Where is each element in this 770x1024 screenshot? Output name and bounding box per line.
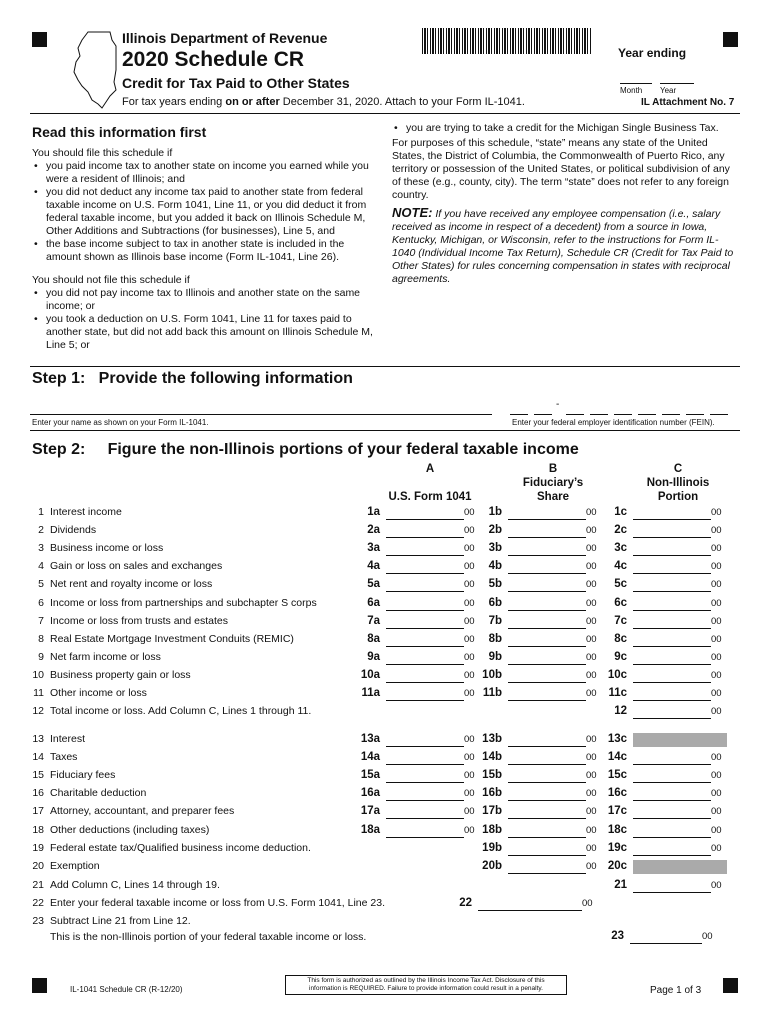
fein-label: Enter your federal employer identification number (FEIN). (512, 418, 715, 427)
column-b-amount-input[interactable] (508, 543, 586, 556)
info-right-column (392, 122, 737, 286)
cents-label: 00 (711, 880, 722, 891)
cents-label: 00 (711, 561, 722, 573)
column-c-amount-input[interactable] (633, 579, 711, 592)
line-number: 19 (32, 841, 44, 854)
column-a-line-number: 11a (361, 687, 380, 699)
cents-label: 00 (711, 525, 722, 537)
cents-label: 00 (586, 633, 597, 645)
cents-label: 00 (464, 543, 475, 555)
line-label: Interest income (50, 506, 122, 518)
column-a-line-number: 5a (367, 578, 380, 591)
table-row (0, 667, 770, 685)
column-b-amount-input[interactable] (508, 525, 586, 538)
year-ending-label: Year ending (618, 46, 687, 60)
column-a-line-number: 6a (367, 596, 380, 609)
line-number: 21 (32, 879, 44, 891)
cents-label: 00 (586, 579, 597, 591)
column-b-line-number: 3b (488, 542, 502, 555)
column-a-amount-input[interactable] (386, 579, 464, 592)
cents-label: 00 (711, 597, 722, 609)
line-label: Income or loss from trusts and estates (50, 614, 228, 627)
line22-amount-input[interactable] (478, 898, 582, 911)
cents-label: 00 (586, 688, 597, 699)
name-label: Enter your name as shown on your Form IL-1041. (32, 418, 209, 427)
column-a-amount-input[interactable] (386, 688, 464, 701)
not-file-item: • you are trying to take a credit for the Michigan Single Business Tax. (392, 122, 737, 135)
table-row (0, 540, 770, 558)
table-row (0, 522, 770, 540)
should-not-file-heading: You should not file this schedule if (32, 274, 190, 286)
line-label: Add Column C, Lines 14 through 19. (50, 879, 220, 891)
line-label: Income or loss from partnerships and subchapter S corps (50, 596, 317, 609)
cents-label: 00 (464, 806, 475, 818)
line-label: Total income or loss. Add Column C, Lines 1 through 11. (50, 705, 312, 717)
column-c-amount-input[interactable] (633, 543, 711, 556)
column-b-line-number: 16b (482, 787, 502, 800)
cents-label: 00 (464, 507, 475, 518)
cents-label: 00 (464, 734, 475, 745)
column-b-amount-input[interactable] (508, 598, 586, 611)
column-c-line-number: 8c (614, 632, 627, 645)
cents-label: 00 (586, 770, 597, 782)
column-c-amount-input[interactable] (633, 598, 711, 611)
column-c-amount-input[interactable] (633, 634, 711, 647)
column-a-line-number: 16a (360, 787, 380, 800)
step2-title: Step 2: Figure the non-Illinois portions of your federal taxable income (32, 441, 579, 458)
cents-label: 00 (702, 931, 713, 942)
should-file-heading: You should file this schedule if (32, 147, 173, 159)
column-c-line-number: 21 (614, 879, 627, 891)
page-number: Page 1 of 3 (650, 985, 702, 996)
table-row (0, 685, 770, 703)
table-row (0, 558, 770, 576)
line-label: Exemption (50, 859, 100, 872)
table-row (0, 631, 770, 649)
cents-label: 00 (464, 788, 475, 800)
info-heading: Read this information first (32, 124, 207, 140)
disclosure-box: This form is authorized as outlined by the Illinois Income Tax Act. Disclosure of this information is REQUIRED. Failure to provide information could result in a penalty. (285, 975, 567, 995)
cents-label: 00 (711, 651, 722, 663)
cents-label: 00 (586, 734, 597, 745)
illinois-map-icon (70, 30, 122, 110)
line-label: Gain or loss on sales and exchanges (50, 560, 223, 573)
cents-label: 00 (464, 633, 475, 645)
cents-label: 00 (464, 669, 475, 681)
table-row (0, 840, 770, 858)
line-label: Subtract Line 21 from Line 12. (50, 915, 191, 927)
schedule-title: 2020 Schedule CR (122, 48, 305, 71)
line-label: Attorney, accountant, and preparer fees (50, 805, 235, 818)
line-number: 22 (32, 897, 44, 909)
table-row (0, 649, 770, 667)
column-a-line-number: 8a (367, 632, 380, 645)
column-b-amount-input[interactable] (508, 634, 586, 647)
column-b-line-number: 15b (482, 769, 502, 782)
column-b-amount-input[interactable] (508, 861, 586, 874)
column-a-amount-input[interactable] (386, 752, 464, 765)
column-c-line-number: 23 (611, 930, 624, 942)
column-a-amount-input[interactable] (386, 543, 464, 556)
cents-label: 00 (711, 752, 722, 764)
cents-label: 00 (711, 669, 722, 681)
column-c-line-number: 17c (607, 805, 627, 818)
note-paragraph (392, 206, 737, 286)
column-a-amount-input[interactable] (386, 652, 464, 665)
table-row (0, 749, 770, 767)
file-item: • you did not deduct any income tax paid to another state from federal taxable income on U.S. Form 1041, Line 11, or you did deduct it from federal taxable income, but you added it back on Illinois Schedule M, Other Additions and Subtractions (for businesses), Line 5, and (32, 186, 380, 238)
line-number: 12 (32, 705, 44, 717)
column-c-line-number: 13c (607, 733, 627, 745)
line-number: 2 (38, 524, 44, 537)
table-row (0, 822, 770, 840)
column-b-amount-input[interactable] (508, 670, 586, 683)
column-c-amount-input[interactable] (633, 507, 711, 520)
column-a-amount-input[interactable] (386, 670, 464, 683)
header-divider (30, 113, 740, 114)
cents-label: 00 (711, 824, 722, 836)
state-definition: For purposes of this schedule, “state” means any state of the United States, the District of Columbia, the Commonwealth of Puerto Rico, any territory or possession of the United States, or political subdivision of any of these (e.g., county, city). The term “state” does not refer to any foreign country. (392, 137, 730, 201)
line-label: Taxes (50, 751, 78, 764)
column-a-line-number: 1a (367, 506, 380, 518)
column-a-line-number: 15a (360, 769, 380, 782)
line-number: 23 (32, 915, 44, 927)
column-c-line-number: 7c (614, 614, 627, 627)
cents-label: 00 (711, 688, 722, 699)
column-c-line-number: 12 (614, 705, 627, 717)
column-c-line-number: 9c (614, 650, 627, 663)
column-c-amount-input[interactable] (633, 806, 711, 819)
line22-line-number: 22 (459, 897, 472, 909)
step1-title: Step 1: Provide the following information (32, 370, 353, 387)
column-a-amount-input[interactable] (386, 788, 464, 801)
column-a-amount-input[interactable] (386, 598, 464, 611)
column-b-amount-input[interactable] (508, 579, 586, 592)
column-b-amount-input[interactable] (508, 652, 586, 665)
line-label: Charitable deduction (50, 787, 147, 800)
cents-label: 00 (586, 507, 597, 518)
step1-divider (30, 366, 740, 367)
column-c-amount-input[interactable] (633, 788, 711, 801)
table-row (0, 731, 770, 749)
cents-label: 00 (711, 633, 722, 645)
corner-mark-br (723, 978, 738, 993)
column-c-line-number: 18c (607, 823, 627, 836)
line-number: 6 (38, 596, 44, 609)
cents-label: 00 (464, 615, 475, 627)
column-c-line-number: 14c (607, 751, 627, 764)
column-b-amount-input[interactable] (508, 616, 586, 629)
cents-label: 00 (464, 561, 475, 573)
column-b-line-number: 11b (482, 687, 502, 699)
table-row (0, 767, 770, 785)
column-c-amount-input[interactable] (630, 931, 702, 944)
line-number: 9 (38, 650, 44, 663)
column-a-line-number: 13a (360, 733, 380, 745)
column-b-line-number: 9b (488, 650, 502, 663)
line-label: Other deductions (including taxes) (50, 823, 210, 836)
barcode (422, 28, 592, 54)
column-a-line-number: 18a (360, 823, 380, 836)
line-label: Fiduciary fees (50, 769, 116, 782)
column-b-line-number: 18b (482, 823, 502, 836)
column-b-line-number: 7b (488, 614, 502, 627)
column-c-amount-input[interactable] (633, 770, 711, 783)
column-c-shaded-cell (633, 860, 727, 874)
column-c-line-number: 5c (614, 578, 627, 591)
line-number: 14 (32, 751, 44, 764)
column-b-amount-input[interactable] (508, 788, 586, 801)
column-c-line-number: 6c (614, 596, 627, 609)
column-b-line-number: 10b (482, 668, 502, 681)
cents-label: 00 (464, 579, 475, 591)
column-c-amount-input[interactable] (633, 825, 711, 838)
column-c-header: C Non-Illinois Portion (646, 463, 710, 503)
cents-label: 00 (586, 752, 597, 764)
column-c-line-number: 16c (607, 787, 627, 800)
column-c-amount-input[interactable] (633, 688, 711, 701)
cents-label: 00 (582, 898, 593, 909)
cents-label: 00 (711, 770, 722, 782)
cents-label: 00 (464, 651, 475, 663)
year-label: Year (660, 86, 677, 95)
year-field[interactable] (660, 70, 694, 84)
column-c-amount-input[interactable] (633, 880, 711, 893)
cents-label: 00 (586, 651, 597, 663)
corner-mark-bl (32, 978, 47, 993)
line-label: Business income or loss (50, 542, 164, 555)
column-a-header: A U.S. Form 1041 (388, 463, 472, 503)
not-file-item: • you did not pay income tax to Illinois and another state on the same income; or (32, 287, 380, 313)
line-label: Federal estate tax/Qualified business income deduction. (50, 841, 311, 854)
cents-label: 00 (464, 824, 475, 836)
cents-label: 00 (711, 788, 722, 800)
info-left-column (32, 147, 380, 352)
column-b-header: B Fiduciary’s Share (522, 463, 584, 503)
cents-label: 00 (586, 860, 597, 872)
cents-label: 00 (711, 579, 722, 591)
column-b-line-number: 2b (488, 524, 502, 537)
cents-label: 00 (711, 842, 722, 854)
column-c-amount-input[interactable] (633, 561, 711, 574)
column-a-amount-input[interactable] (386, 525, 464, 538)
cents-label: 00 (464, 597, 475, 609)
form-id: IL-1041 Schedule CR (R-12/20) (70, 985, 183, 994)
column-b-amount-input[interactable] (508, 843, 586, 856)
column-c-line-number: 15c (607, 769, 627, 782)
column-a-amount-input[interactable] (386, 561, 464, 574)
fein-input[interactable]: - (510, 399, 736, 415)
column-c-line-number: 11c (608, 687, 627, 699)
cents-label: 00 (586, 669, 597, 681)
column-a-line-number: 7a (367, 614, 380, 627)
month-label: Month (620, 86, 643, 95)
line-label: Net rent and royalty income or loss (50, 578, 213, 591)
month-field[interactable] (620, 70, 652, 84)
schedule-subtitle: Credit for Tax Paid to Other States (122, 75, 350, 91)
column-c-line-number: 3c (614, 542, 627, 555)
line-number: 5 (38, 578, 44, 591)
cents-label: 00 (586, 597, 597, 609)
column-b-amount-input[interactable] (508, 752, 586, 765)
column-a-amount-input[interactable] (386, 616, 464, 629)
column-a-line-number: 3a (367, 542, 380, 555)
column-b-line-number: 4b (488, 560, 502, 573)
column-c-amount-input[interactable] (633, 752, 711, 765)
cents-label: 00 (464, 525, 475, 537)
line-label: Dividends (50, 524, 97, 537)
column-b-amount-input[interactable] (508, 507, 586, 520)
step2-divider (30, 430, 740, 431)
line-number: 3 (38, 542, 44, 555)
line-number: 7 (38, 614, 44, 627)
table-row (0, 858, 770, 876)
table-row (0, 913, 770, 943)
column-c-line-number: 20c (607, 859, 627, 872)
note-text: If you have received any employee compensation (i.e., salary received as income in respect of a decedent) from a source in Iowa, Kentucky, Michigan, or Wisconsin, refer to the instructions for Form IL-1040 (Individual Income Tax Return), Schedule CR (Credit for Tax Paid to Other States) for rules concerning compensation in states with reciprocal agreements. (392, 208, 734, 285)
column-c-amount-input[interactable] (633, 616, 711, 629)
column-c-amount-input[interactable] (633, 706, 711, 719)
column-b-amount-input[interactable] (508, 825, 586, 838)
column-a-amount-input[interactable] (386, 770, 464, 783)
line-number: 10 (32, 668, 44, 681)
cents-label: 00 (711, 706, 722, 717)
column-a-line-number: 9a (367, 650, 380, 663)
table-row (0, 576, 770, 594)
cents-label: 00 (711, 615, 722, 627)
column-a-amount-input[interactable] (386, 806, 464, 819)
cents-label: 00 (464, 752, 475, 764)
table-row (0, 613, 770, 631)
line-label: Real Estate Mortgage Investment Conduits (REMIC) (50, 632, 294, 645)
column-b-line-number: 5b (488, 578, 502, 591)
line-label: This is the non-Illinois portion of your federal taxable income or loss. (50, 931, 367, 943)
column-c-amount-input[interactable] (633, 525, 711, 538)
column-a-amount-input[interactable] (386, 734, 464, 747)
line-label: Other income or loss (50, 687, 147, 699)
cents-label: 00 (464, 688, 475, 699)
corner-mark-tl (32, 32, 47, 47)
tax-year-instructions: For tax years ending on or after December 31, 2020. Attach to your Form IL-1041. (122, 96, 525, 108)
column-a-line-number: 17a (360, 805, 380, 818)
line-label: Business property gain or loss (50, 668, 191, 681)
column-c-line-number: 4c (614, 560, 627, 573)
column-a-amount-input[interactable] (386, 634, 464, 647)
cents-label: 00 (586, 806, 597, 818)
line23-amount (0, 928, 770, 946)
line-number: 17 (32, 805, 44, 818)
cents-label: 00 (586, 561, 597, 573)
cents-label: 00 (586, 788, 597, 800)
column-b-line-number: 6b (488, 596, 502, 609)
cents-label: 00 (586, 842, 597, 854)
column-b-amount-input[interactable] (508, 561, 586, 574)
column-a-amount-input[interactable] (386, 825, 464, 838)
cents-label: 00 (711, 507, 722, 518)
table-row (0, 877, 770, 895)
line-number: 20 (32, 859, 44, 872)
attachment-number: IL Attachment No. 7 (641, 97, 735, 108)
cents-label: 00 (711, 543, 722, 555)
column-c-line-number: 1c (614, 506, 627, 518)
corner-mark-tr (723, 32, 738, 47)
column-b-line-number: 14b (482, 751, 502, 764)
table-row (0, 803, 770, 821)
column-b-line-number: 13b (482, 733, 502, 745)
line-number: 16 (32, 787, 44, 800)
column-c-line-number: 19c (607, 841, 627, 854)
file-item: • the base income subject to tax in another state is included in the amount shown as Illinois base income (Form IL-1041, Line 26). (32, 238, 380, 264)
column-b-line-number: 1b (488, 506, 502, 518)
file-item: • you paid income tax to another state on income you earned while you were a resident of Illinois; and (32, 160, 380, 186)
cents-label: 00 (711, 806, 722, 818)
column-b-amount-input[interactable] (508, 770, 586, 783)
column-b-line-number: 17b (482, 805, 502, 818)
table-row (0, 703, 770, 721)
column-a-line-number: 10a (360, 668, 380, 681)
column-a-amount-input[interactable] (386, 507, 464, 520)
column-a-line-number: 2a (367, 524, 380, 537)
note-label: NOTE: (392, 205, 433, 220)
line-number: 13 (32, 733, 44, 745)
line-number: 1 (38, 506, 44, 518)
line-label: Enter your federal taxable income or loss from U.S. Form 1041, Line 23. (50, 897, 385, 909)
cents-label: 00 (586, 543, 597, 555)
line-label: Net farm income or loss (50, 650, 161, 663)
line-number: 11 (33, 687, 44, 699)
table-row (0, 504, 770, 522)
table-row (0, 595, 770, 613)
line-number: 8 (38, 632, 44, 645)
column-b-amount-input[interactable] (508, 806, 586, 819)
line-number: 15 (32, 769, 44, 782)
column-c-amount-input[interactable] (633, 652, 711, 665)
column-c-shaded-cell (633, 733, 727, 747)
line-label: Interest (50, 733, 86, 745)
not-file-item: • you took a deduction on U.S. Form 1041, Line 11 for taxes paid to another state, but did not add back this amount on Illinois Schedule M, Line 5; or (32, 313, 380, 352)
cents-label: 00 (586, 615, 597, 627)
column-b-line-number: 8b (488, 632, 502, 645)
column-b-amount-input[interactable] (508, 688, 586, 701)
column-c-amount-input[interactable] (633, 843, 711, 856)
table-row (0, 895, 770, 913)
line-number: 4 (38, 560, 44, 573)
column-b-line-number: 20b (482, 859, 502, 872)
department-name: Illinois Department of Revenue (122, 30, 328, 46)
column-c-line-number: 2c (614, 524, 627, 537)
column-b-line-number: 19b (482, 841, 502, 854)
line-number: 18 (32, 823, 44, 836)
name-input[interactable] (30, 399, 492, 415)
cents-label: 00 (464, 770, 475, 782)
column-a-line-number: 14a (360, 751, 380, 764)
table-row (0, 785, 770, 803)
column-b-amount-input[interactable] (508, 734, 586, 747)
column-a-line-number: 4a (367, 560, 380, 573)
column-c-amount-input[interactable] (633, 670, 711, 683)
cents-label: 00 (586, 824, 597, 836)
column-c-line-number: 10c (607, 668, 627, 681)
cents-label: 00 (586, 525, 597, 537)
